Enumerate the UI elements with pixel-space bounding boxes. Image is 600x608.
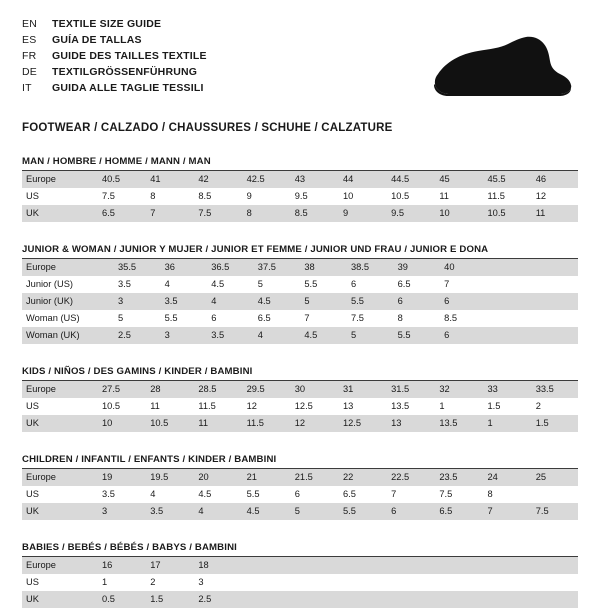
cell: 8.5 (198, 191, 212, 201)
cell: 3.5 (205, 327, 252, 344)
cell: 13.5 (391, 401, 410, 411)
cell: 11.5 (487, 191, 505, 201)
table-row (22, 293, 578, 310)
cell: 4.5 (198, 489, 212, 499)
cell (289, 574, 337, 591)
row-label: Woman (US) (26, 313, 80, 323)
cell: 10.5 (482, 205, 530, 222)
table-row (22, 276, 578, 293)
cell: 10 (342, 191, 354, 201)
row-label: Europe (22, 557, 96, 574)
size-table-junior-woman (22, 259, 578, 344)
cell: 9.5 (385, 205, 433, 222)
row-label: Woman (UK) (22, 327, 112, 344)
group-title: MAN / HOMBRE / HOMME / MANN / MAN (22, 156, 578, 171)
cell: 10.5 (102, 401, 121, 411)
cell: 6.5 (257, 313, 271, 323)
cell (530, 486, 578, 503)
cell (289, 557, 337, 574)
cell (531, 259, 578, 276)
cell (433, 574, 481, 591)
cell (482, 557, 530, 574)
row-label: Europe (22, 381, 96, 398)
table-row (22, 557, 578, 574)
cell: 5.5 (337, 503, 385, 520)
size-group-children (22, 454, 578, 520)
cell: 7 (391, 489, 397, 499)
cell: 11 (439, 191, 449, 201)
language-title-table (22, 16, 207, 96)
cell: 11 (192, 415, 240, 432)
cell: 7.5 (192, 205, 240, 222)
cell: 43 (289, 171, 337, 188)
row-label: Junior (UK) (22, 293, 112, 310)
cell: 6.5 (342, 489, 356, 499)
cell: 21 (241, 469, 289, 486)
cell: 5.5 (246, 489, 260, 499)
language-title: TEXTILE SIZE GUIDE (52, 18, 162, 30)
cell: 7 (482, 503, 530, 520)
cell: 11 (530, 205, 578, 222)
cell: 5.5 (164, 313, 178, 323)
language-code: DE (22, 66, 37, 78)
cell: 32 (433, 381, 481, 398)
cell: 1 (102, 577, 108, 587)
cell: 5 (298, 293, 345, 310)
cell: 3.5 (102, 489, 115, 499)
cell: 38.5 (345, 259, 392, 276)
cell: 8.5 (289, 205, 337, 222)
table-row (22, 327, 578, 344)
language-code: IT (22, 82, 32, 94)
size-table-babies (22, 557, 578, 608)
cell: 13.5 (433, 415, 481, 432)
cell: 31.5 (385, 381, 433, 398)
table-row (22, 259, 578, 276)
cell: 28 (144, 381, 192, 398)
cell: 12 (246, 401, 257, 411)
cell: 7 (444, 279, 450, 289)
cell: 2 (535, 401, 541, 411)
cell: 23.5 (433, 469, 481, 486)
table-row (22, 398, 578, 415)
cell: 0.5 (96, 591, 144, 608)
cell (531, 293, 578, 310)
cell: 7.5 (530, 503, 578, 520)
cell (385, 557, 433, 574)
cell: 5 (345, 327, 392, 344)
language-title: GUIDA ALLE TAGLIE TESSILI (52, 82, 204, 94)
language-row (22, 80, 207, 96)
cell: 1.5 (144, 591, 192, 608)
cell: 42.5 (241, 171, 289, 188)
row-label: Europe (22, 469, 96, 486)
cell: 13 (385, 415, 433, 432)
cell: 8 (487, 489, 493, 499)
cell: 45 (433, 171, 481, 188)
cell: 11.5 (198, 401, 216, 411)
cell: 4.5 (241, 503, 289, 520)
group-title: CHILDREN / INFANTIL / ENFANTS / KINDER / BAMBINI (22, 454, 578, 469)
row-label: UK (22, 591, 96, 608)
table-row (22, 188, 578, 205)
table-row (22, 381, 578, 398)
cell: 12 (535, 191, 547, 201)
table-row (22, 503, 578, 520)
group-title: KIDS / NIÑOS / DES GAMINS / KINDER / BAMBINI (22, 366, 578, 381)
cell: 33.5 (530, 381, 578, 398)
language-row (22, 32, 207, 48)
cell: 11.5 (241, 415, 289, 432)
cell: 1.5 (530, 415, 578, 432)
cell: 3.5 (118, 279, 131, 289)
table-row (22, 171, 578, 188)
cell: 5 (289, 503, 337, 520)
language-row (22, 48, 207, 64)
cell: 38 (298, 259, 345, 276)
language-code: FR (22, 50, 37, 62)
cell: 44.5 (385, 171, 433, 188)
cell (485, 293, 532, 310)
cell: 36.5 (205, 259, 252, 276)
cell: 5.5 (304, 279, 318, 289)
cell (530, 574, 578, 591)
cell: 9.5 (294, 191, 308, 201)
cell: 42 (192, 171, 240, 188)
cell: 30 (289, 381, 337, 398)
cell: 6 (385, 503, 433, 520)
cell: 13 (342, 401, 354, 411)
cell (531, 327, 578, 344)
cell (337, 557, 385, 574)
cell: 4 (150, 489, 156, 499)
cell: 11 (150, 401, 160, 411)
cell: 20 (192, 469, 240, 486)
cell: 7.5 (102, 191, 115, 201)
cell: 3.5 (159, 293, 206, 310)
cell: 4 (205, 293, 252, 310)
cell: 8 (150, 191, 156, 201)
group-title: BABIES / BEBÉS / BÉBÉS / BABYS / BAMBINI (22, 542, 578, 557)
cell: 4 (164, 279, 170, 289)
cell: 27.5 (96, 381, 144, 398)
cell: 7.5 (350, 313, 364, 323)
cell (531, 276, 578, 293)
cell: 2.5 (112, 327, 159, 344)
page-title: FOOTWEAR / CALZADO / CHAUSSURES / SCHUHE / CALZATURE (22, 122, 393, 134)
cell: 6 (350, 279, 357, 289)
cell (485, 310, 532, 327)
size-group-babies (22, 542, 578, 608)
row-label: UK (22, 415, 96, 432)
cell: 22.5 (385, 469, 433, 486)
row-label: Junior (US) (26, 279, 74, 289)
cell: 21.5 (289, 469, 337, 486)
cell: 41 (144, 171, 192, 188)
row-label: UK (22, 205, 96, 222)
size-group-kids (22, 366, 578, 432)
cell (241, 557, 289, 574)
cell: 37.5 (252, 259, 299, 276)
cell (485, 276, 532, 293)
language-code: EN (22, 18, 37, 30)
cell: 12 (289, 415, 337, 432)
cell: 18 (192, 557, 240, 574)
cell: 2 (150, 577, 156, 587)
cell: 10.5 (391, 191, 410, 201)
cell: 2.5 (192, 591, 240, 608)
language-title: GUIDE DES TAILLES TEXTILE (52, 50, 207, 62)
language-code: ES (22, 34, 37, 46)
cell: 3 (96, 503, 144, 520)
cell: 45.5 (482, 171, 530, 188)
table-row (22, 205, 578, 222)
page-header (22, 16, 578, 108)
cell (485, 259, 532, 276)
cell: 1.5 (487, 401, 501, 411)
cell: 25 (530, 469, 578, 486)
row-label: UK (22, 503, 96, 520)
cell: 39 (392, 259, 439, 276)
cell: 7 (304, 313, 310, 323)
size-group-man (22, 156, 578, 222)
cell: 40.5 (96, 171, 144, 188)
cell: 33 (482, 381, 530, 398)
cell: 8 (241, 205, 289, 222)
cell: 4.5 (211, 279, 225, 289)
table-row (22, 574, 578, 591)
cell: 3 (198, 577, 204, 587)
row-label: US (26, 577, 39, 587)
cell: 5 (257, 279, 263, 289)
table-row (22, 486, 578, 503)
size-table-kids (22, 381, 578, 432)
cell: 6.5 (397, 279, 411, 289)
row-label: Europe (22, 171, 96, 188)
table-row (22, 310, 578, 327)
cell: 31 (337, 381, 385, 398)
language-title: GUÍA DE TALLAS (52, 34, 142, 46)
cell: 8 (397, 313, 403, 323)
cell: 3.5 (144, 503, 192, 520)
cell: 19.5 (144, 469, 192, 486)
cell: 4 (252, 327, 299, 344)
cell: 5.5 (392, 327, 439, 344)
cell: 6.5 (433, 503, 481, 520)
cell (530, 557, 578, 574)
cell: 5.5 (345, 293, 392, 310)
cell (385, 574, 433, 591)
cell: 1 (482, 415, 530, 432)
cell: 4.5 (298, 327, 345, 344)
cell: 9 (337, 205, 385, 222)
cell: 17 (144, 557, 192, 574)
cell (531, 310, 578, 327)
language-title: TEXTILGRÖSSENFÜHRUNG (52, 66, 198, 78)
cell (241, 574, 289, 591)
cell: 29.5 (241, 381, 289, 398)
cell: 6 (392, 293, 439, 310)
row-label: US (26, 191, 39, 201)
language-row (22, 64, 207, 80)
cell (485, 327, 532, 344)
size-table-children (22, 469, 578, 520)
cell: 10 (433, 205, 481, 222)
cell: 6 (438, 327, 485, 344)
cell: 6.5 (96, 205, 144, 222)
cell: 9 (246, 191, 252, 201)
cell: 7 (144, 205, 192, 222)
row-label: Europe (22, 259, 112, 276)
cell: 28.5 (192, 381, 240, 398)
cell: 12.5 (294, 401, 313, 411)
cell: 40 (438, 259, 485, 276)
cell: 3 (159, 327, 206, 344)
dress-shoe-icon (378, 30, 578, 106)
cell: 36 (159, 259, 206, 276)
cell: 16 (96, 557, 144, 574)
cell (433, 557, 481, 574)
cell: 12.5 (337, 415, 385, 432)
cell: 6 (294, 489, 300, 499)
cell: 24 (482, 469, 530, 486)
cell: 8.5 (444, 313, 458, 323)
group-title: JUNIOR & WOMAN / JUNIOR Y MUJER / JUNIOR ET FEMME / JUNIOR UND FRAU / JUNIOR E DONA (22, 244, 578, 259)
cell (482, 574, 530, 591)
row-label: US (26, 401, 39, 411)
cell: 35.5 (112, 259, 159, 276)
cell: 1 (439, 401, 445, 411)
size-group-junior-woman (22, 244, 578, 344)
size-table-man (22, 171, 578, 222)
cell: 6 (438, 293, 485, 310)
cell: 22 (337, 469, 385, 486)
table-row (22, 469, 578, 486)
language-title-body (22, 16, 207, 96)
cell: 10 (96, 415, 144, 432)
cell: 4 (192, 503, 240, 520)
cell: 4.5 (252, 293, 299, 310)
cell: 44 (337, 171, 385, 188)
cell: 10.5 (144, 415, 192, 432)
cell (337, 574, 385, 591)
row-label: US (26, 489, 39, 499)
language-row (22, 16, 207, 32)
cell: 7.5 (439, 489, 453, 499)
table-row (22, 415, 578, 432)
cell: 6 (211, 313, 217, 323)
cell: 19 (96, 469, 144, 486)
cell: 46 (530, 171, 578, 188)
cell: 5 (118, 313, 124, 323)
cell: 3 (112, 293, 159, 310)
